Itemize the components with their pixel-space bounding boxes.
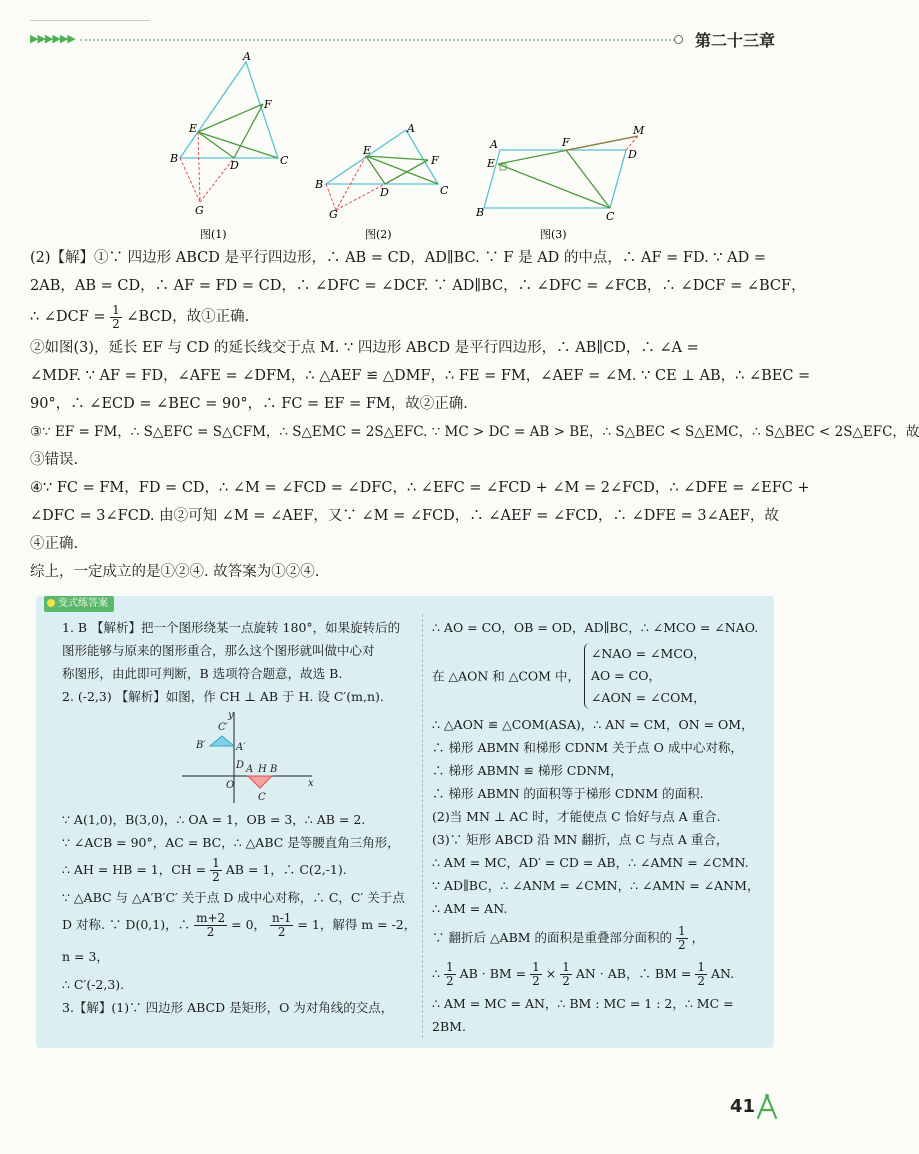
answer-line: ∵ AD∥BC，∴ ∠ANM = ∠CMN，∴ ∠AMN = ∠ANM， bbox=[432, 878, 760, 893]
fraction: $\frac{m+2}{2}$ bbox=[196, 911, 226, 939]
variant-answers-box bbox=[36, 596, 774, 1048]
fig3-label-a: A bbox=[490, 138, 498, 151]
answer-line: ∵ ∠ACB = 90°，AC = BC，∴ △ABC 是等腰直角三角形， bbox=[62, 835, 400, 850]
compass-logo-icon bbox=[752, 1092, 782, 1122]
page-number: 41 bbox=[730, 1096, 756, 1117]
answer-line: ∴ 梯形 ABMN 和梯形 CDNM 关于点 O 成中心对称， bbox=[432, 740, 743, 755]
top-rule bbox=[30, 20, 150, 21]
left-column bbox=[62, 616, 422, 1019]
graph-label: A′ bbox=[236, 742, 246, 753]
graph-label: y bbox=[228, 710, 234, 721]
answer-line: ∴ △AON ≌ △COM(ASA)，∴ AN = CM，ON = OM， bbox=[432, 717, 754, 732]
answer-line: ∴ AO = CO，OB = OD，AD∥BC，∴ ∠MCO = ∠NAO. bbox=[432, 620, 759, 635]
header-arrows: ▶▶▶▶▶▶ bbox=[30, 32, 75, 45]
graph-label: B bbox=[270, 764, 278, 775]
geometry-figures bbox=[160, 52, 660, 244]
solution-line: (2)【解】①∵ 四边形 ABCD 是平行四边形，∴ AB = CD，AD∥BC. ∵ F 是 AD 的中点，∴ AF = FD. ∵ AD = bbox=[30, 250, 767, 266]
answer-line: 3.【解】(1)∵ 四边形 ABCD 是矩形，O 为对角线的交点， bbox=[62, 1000, 394, 1015]
fig1-label-g: G bbox=[195, 204, 204, 217]
fig3-label-e: E bbox=[487, 157, 496, 170]
fig1-label-a: A bbox=[243, 50, 251, 63]
answer-line: ∴ AM = MC，AD′ = CD = AB，∴ ∠AMN = ∠CMN. bbox=[432, 855, 749, 870]
fraction: $\frac{1}{2}$ bbox=[697, 960, 705, 988]
answer-line: ∵ 翻折后 △ABM 的面积是重叠部分面积的 $\frac{1}{2}$ ， bbox=[432, 924, 705, 952]
fig3-label-m: M bbox=[633, 124, 645, 137]
solution-line: ④∵ FC = FM，FD = CD，∴ ∠M = ∠FCD = ∠DFC，∴ ∠EFC = ∠FCD + ∠M = 2∠FCD，∴ ∠DFE = ∠EFC + bbox=[30, 480, 810, 496]
fraction: $\frac{1}{2}$ bbox=[212, 856, 220, 884]
solution-line: 2AB，AB = CD，∴ AF = FD = CD，∴ ∠DFC = ∠DCF. ∵ AD∥BC，∴ ∠DFC = ∠FCB，∴ ∠DCF = ∠BCF， bbox=[30, 278, 806, 294]
fig2-caption: 图(2) bbox=[365, 228, 392, 241]
answer-line: ∴ $\frac{1}{2}$ AB · BM = $\frac{1}{2}$ × $\frac{1}{2}$ AN · AB，∴ BM = $\frac{1}{2}$ AN. bbox=[432, 960, 735, 988]
graph-label: C′ bbox=[218, 722, 228, 733]
fraction: $\frac{1}{2}$ bbox=[562, 960, 570, 988]
answer-line: ∴ AH = HB = 1，CH = $\frac{1}{2}$ AB = 1，∴ C(2,-1). bbox=[62, 856, 347, 884]
answer-line: D 对称. ∵ D(0,1)，∴ $\frac{m+2}{2}$ = 0， $\frac{n-1}{2}$ = 1，解得 m = -2，n = 3， bbox=[62, 911, 417, 964]
figure-2 bbox=[314, 122, 449, 221]
graph-label: B′ bbox=[196, 740, 206, 751]
answer-line: ∴ 梯形 ABMN 的面积等于梯形 CDNM 的面积. bbox=[432, 786, 704, 801]
figure-3 bbox=[475, 124, 645, 223]
fig3-label-b: B bbox=[476, 206, 485, 219]
solution-line: ②如图(3)，延长 EF 与 CD 的延长线交于点 M. ∵ 四边形 ABCD 是平行四边形，∴ AB∥CD，∴ ∠A = bbox=[30, 340, 699, 356]
solution-line: ∠DFC = 3∠FCD. 由②可知 ∠M = ∠AEF，又∵ ∠M = ∠FCD，∴ ∠AEF = ∠FCD，∴ ∠DFE = 3∠AEF，故 bbox=[30, 508, 779, 524]
graph-label: H bbox=[258, 764, 267, 775]
column-divider bbox=[422, 614, 423, 1038]
page-header bbox=[30, 28, 775, 50]
fig2-label-a: A bbox=[407, 122, 415, 135]
fraction: $\frac{1}{2}$ bbox=[532, 960, 540, 988]
answer-line: 图形能够与原来的图形重合，那么这个图形就叫做中心对 bbox=[62, 643, 375, 658]
fig1-label-c: C bbox=[280, 154, 289, 167]
fig1-label-e: E bbox=[189, 122, 198, 135]
solution-line: ④正确. bbox=[30, 536, 79, 552]
chapter-title: 第二十三章 bbox=[694, 31, 775, 50]
fig2-label-e: E bbox=[363, 144, 372, 157]
section-tag: 变式练答案 bbox=[44, 596, 114, 612]
bulb-icon bbox=[47, 599, 55, 607]
fig3-label-f: F bbox=[562, 136, 570, 149]
fraction: $\frac{1}{2}$ bbox=[112, 302, 120, 331]
answer-line: ∴ 梯形 ABMN ≌ 梯形 CDNM， bbox=[432, 763, 623, 778]
answer-line: (2)当 MN ⊥ AC 时，才能使点 C 恰好与点 A 重合. bbox=[432, 809, 721, 824]
graph-label: D bbox=[236, 760, 245, 771]
fraction: $\frac{1}{2}$ bbox=[445, 960, 454, 988]
graph-label: O bbox=[226, 780, 235, 791]
answer-line: ∴ AM = MC = AN，∴ BM : MC = 1 : 2，∴ MC = 2BM. bbox=[432, 996, 734, 1034]
answer-line: 1. B 【解析】把一个图形绕某一点旋转 180°，如果旋转后的 bbox=[62, 620, 401, 635]
fig2-label-d: D bbox=[380, 186, 389, 199]
figure-1 bbox=[169, 50, 289, 217]
main-solution bbox=[30, 244, 919, 586]
solution-line: 综上，一定成立的是①②④. 故答案为①②④. bbox=[30, 564, 320, 580]
answer-line: ∴ AM = AN. bbox=[432, 901, 508, 916]
answer-line: ∴ C′(-2,3). bbox=[62, 977, 125, 992]
fig2-label-f: F bbox=[431, 154, 439, 167]
equation-system: ∠NAO = ∠MCO， AO = CO， ∠AON = ∠COM， bbox=[584, 643, 706, 709]
fig3-caption: 图(3) bbox=[540, 228, 567, 241]
fig1-caption: 图(1) bbox=[200, 228, 227, 241]
solution-line: 90°，∴ ∠ECD = ∠BEC = 90°，∴ FC = EF = FM，故②正确. bbox=[30, 396, 468, 412]
answer-line: 2. (-2,3) 【解析】如图，作 CH ⊥ AB 于 H. 设 C′(m,n). bbox=[62, 689, 384, 704]
graph-label: x bbox=[308, 778, 314, 789]
fraction: $\frac{1}{2}$ bbox=[678, 924, 686, 952]
graph-label: C bbox=[258, 792, 266, 803]
fig2-label-b: B bbox=[315, 178, 324, 191]
coordinate-graph bbox=[172, 708, 322, 808]
fig3-label-d: D bbox=[628, 148, 637, 161]
fig3-label-c: C bbox=[606, 210, 615, 223]
graph-label: A bbox=[246, 764, 254, 775]
answer-line: 称图形，由此即可判断，B 选项符合题意，故选 B. bbox=[62, 666, 343, 681]
fig1-label-b: B bbox=[170, 152, 179, 165]
answer-line: ∵ △ABC 与 △A′B′C′ 关于点 D 成中心对称，∴ C，C′ 关于点 bbox=[62, 890, 405, 905]
fig2-label-g: G bbox=[329, 208, 338, 221]
solution-line: ③∵ EF = FM，∴ S△EFC = S△CFM，∴ S△EMC = 2S△EFC. ∵ MC > DC = AB > BE，∴ S△BEC < S△EMC，∴ S△BEC < 2S△EFC，故 bbox=[30, 424, 919, 440]
fig2-label-c: C bbox=[440, 184, 449, 197]
right-column bbox=[432, 616, 762, 1038]
fraction: $\frac{n-1}{2}$ bbox=[272, 911, 292, 939]
answer-line: ∵ A(1,0)，B(3,0)，∴ OA = 1，OB = 3，∴ AB = 2. bbox=[62, 812, 366, 827]
solution-line: ∠MDF. ∵ AF = FD，∠AFE = ∠DFM，∴ △AEF ≌ △DMF，∴ FE = FM，∠AEF = ∠M. ∵ CE ⊥ AB，∴ ∠BEC = bbox=[30, 368, 811, 384]
header-dotted-line bbox=[80, 39, 675, 41]
fig1-label-d: D bbox=[230, 159, 239, 172]
header-circle-icon bbox=[674, 35, 683, 44]
answer-line: (3)∵ 矩形 ABCD 沿 MN 翻折，点 C 与点 A 重合， bbox=[432, 832, 729, 847]
fig1-label-f: F bbox=[264, 98, 272, 111]
solution-line: ∴ ∠DCF = $\frac{1}{2}$ ∠BCD，故①正确. bbox=[30, 302, 250, 331]
page-number-badge bbox=[722, 1092, 782, 1122]
answer-line: 在 △AON 和 △COM 中， ∠NAO = ∠MCO， AO = CO， ∠AON = ∠COM， bbox=[432, 643, 762, 709]
solution-line: ③错误. bbox=[30, 452, 79, 468]
